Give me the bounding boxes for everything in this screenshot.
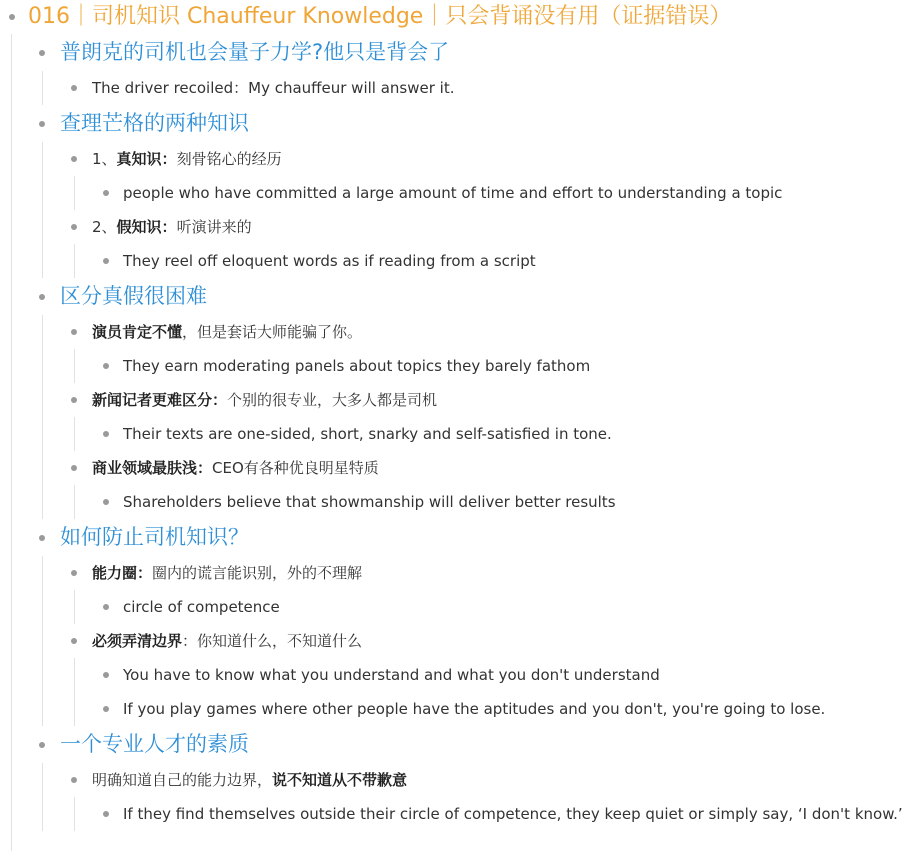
- sub-list-item-row[interactable]: [0, 417, 906, 451]
- item-bullet[interactable]: [71, 329, 77, 335]
- section-heading-row[interactable]: [0, 726, 906, 763]
- section-heading-row[interactable]: [0, 34, 906, 71]
- list-item-row[interactable]: [0, 624, 906, 658]
- section-children: [0, 71, 906, 105]
- sub-item-text: They reel off eloquent words as if reading from a script: [123, 252, 536, 270]
- sub-list-item: [0, 417, 906, 451]
- list-item: [0, 556, 906, 624]
- section-title: 查理芒格的两种知识: [60, 111, 249, 135]
- sub-list-item-row[interactable]: [0, 485, 906, 519]
- sub-list-item: [0, 349, 906, 383]
- section-children: [0, 142, 906, 278]
- item-text: The driver recoiled：My chauffeur will answer it.: [92, 79, 455, 97]
- sub-item-text: They earn moderating panels about topics they barely fathom: [123, 357, 591, 375]
- item-text: 圈内的谎言能识别，外的不理解: [152, 564, 363, 582]
- section-node: [0, 726, 906, 831]
- item-children: [0, 590, 906, 624]
- section-children: [0, 556, 906, 726]
- item-bold-text: 新闻记者更难区分：: [92, 391, 228, 409]
- item-bullet[interactable]: [71, 465, 77, 471]
- section-title: 如何防止司机知识？: [60, 525, 249, 549]
- list-item-row[interactable]: [0, 210, 906, 244]
- sub-item-text: Their texts are one-sided, short, snarky and self-satisfied in tone.: [123, 425, 612, 443]
- item-text: 明确知道自己的能力边界，: [92, 771, 273, 789]
- sub-list-item: [0, 658, 906, 692]
- item-children: [0, 485, 906, 519]
- sub-item-text: circle of competence: [123, 598, 280, 616]
- root-title: 016｜司机知识 Chauffeur Knowledge｜只会背诵没有用（证据错误）: [28, 4, 732, 29]
- section-node: [0, 278, 906, 519]
- sub-item-text: people who have committed a large amount of time and effort to understanding a topic: [123, 184, 783, 202]
- section-bullet[interactable]: [39, 50, 45, 56]
- item-bullet[interactable]: [71, 638, 77, 644]
- list-item: [0, 71, 906, 105]
- sub-item-text: If you play games where other people have the aptitudes and you don't, you're going to lose.: [123, 700, 826, 718]
- item-bullet[interactable]: [71, 570, 77, 576]
- list-item: [0, 383, 906, 451]
- item-children: [0, 176, 906, 210]
- item-text: CEO有各种优良明星特质: [212, 459, 379, 477]
- sub-item-bullet[interactable]: [103, 363, 109, 369]
- sub-item-bullet[interactable]: [103, 604, 109, 610]
- sub-list-item-row[interactable]: [0, 797, 906, 831]
- list-item-row[interactable]: [0, 315, 906, 349]
- item-children: [0, 417, 906, 451]
- item-prefix: 2、: [92, 218, 117, 236]
- item-text: 个别的很专业，大多人都是司机: [227, 391, 438, 409]
- item-text: ：你知道什么，不知道什么: [182, 632, 363, 650]
- item-bullet[interactable]: [71, 156, 77, 162]
- sub-item-bullet[interactable]: [103, 431, 109, 437]
- section-heading-row[interactable]: [0, 278, 906, 315]
- root-bullet[interactable]: [9, 14, 15, 20]
- list-item: [0, 315, 906, 383]
- section-node: [0, 34, 906, 105]
- sub-list-item: [0, 176, 906, 210]
- list-item-row[interactable]: [0, 383, 906, 417]
- sub-list-item: [0, 590, 906, 624]
- section-title: 一个专业人才的素质: [60, 732, 249, 756]
- sub-item-text: If they find themselves outside their circle of competence, they keep quiet or simply say, ‘I don't know.’: [123, 805, 903, 823]
- sub-list-item: [0, 797, 906, 831]
- section-title: 普朗克的司机也会量子力学?他只是背会了: [60, 40, 450, 64]
- root-row[interactable]: [0, 0, 906, 34]
- section-bullet[interactable]: [39, 294, 45, 300]
- sub-item-bullet[interactable]: [103, 258, 109, 264]
- section-node: [0, 519, 906, 726]
- section-node: [0, 105, 906, 278]
- list-item: [0, 210, 906, 278]
- item-bold-text: 假知识：: [116, 218, 177, 236]
- section-title: 区分真假很困难: [60, 284, 207, 308]
- section-heading-row[interactable]: [0, 105, 906, 142]
- section-children: [0, 315, 906, 519]
- item-bold-text: 能力圈：: [92, 564, 153, 582]
- list-item-row[interactable]: [0, 763, 906, 797]
- sub-list-item-row[interactable]: [0, 658, 906, 692]
- sub-item-bullet[interactable]: [103, 190, 109, 196]
- list-item: [0, 142, 906, 210]
- list-item: [0, 624, 906, 726]
- list-item-row[interactable]: [0, 71, 906, 105]
- list-item-row[interactable]: [0, 451, 906, 485]
- sub-item-text: You have to know what you understand and what you don't understand: [123, 666, 660, 684]
- sub-item-text: Shareholders believe that showmanship will deliver better results: [123, 493, 616, 511]
- item-text: ，但是套话大师能骗了你。: [182, 323, 363, 341]
- item-bold-text: 真知识：: [116, 150, 177, 168]
- list-item: [0, 763, 906, 831]
- item-bullet[interactable]: [71, 397, 77, 403]
- section-children: [0, 763, 906, 831]
- list-item: [0, 451, 906, 519]
- sections-container: [0, 34, 906, 831]
- item-bullet[interactable]: [71, 777, 77, 783]
- sub-list-item: [0, 244, 906, 278]
- sub-item-bullet[interactable]: [103, 499, 109, 505]
- sub-list-item-row[interactable]: [0, 244, 906, 278]
- list-item-row[interactable]: [0, 556, 906, 590]
- section-bullet[interactable]: [39, 742, 45, 748]
- item-bold-text: 演员肯定不懂: [92, 323, 183, 341]
- list-item-row[interactable]: [0, 142, 906, 176]
- sub-list-item-row[interactable]: [0, 349, 906, 383]
- section-heading-row[interactable]: [0, 519, 906, 556]
- item-bullet[interactable]: [71, 85, 77, 91]
- item-children: [0, 349, 906, 383]
- item-bold-text: 必须弄清边界: [92, 632, 183, 650]
- sub-item-bullet[interactable]: [103, 672, 109, 678]
- sub-list-item-row[interactable]: [0, 590, 906, 624]
- section-bullet[interactable]: [39, 121, 45, 127]
- item-children: [0, 658, 906, 726]
- item-children: [0, 797, 906, 831]
- item-bold-text: 说不知道从不带歉意: [272, 771, 408, 789]
- item-bullet[interactable]: [71, 224, 77, 230]
- sub-list-item: [0, 485, 906, 519]
- sub-list-item: [0, 692, 906, 726]
- item-prefix: 1、: [92, 150, 117, 168]
- item-text: 听演讲来的: [176, 218, 252, 236]
- sub-list-item-row[interactable]: [0, 692, 906, 726]
- sub-item-bullet[interactable]: [103, 706, 109, 712]
- section-bullet[interactable]: [39, 535, 45, 541]
- item-children: [0, 244, 906, 278]
- item-text: 刻骨铭心的经历: [176, 150, 282, 168]
- sub-list-item-row[interactable]: [0, 176, 906, 210]
- sub-item-bullet[interactable]: [103, 811, 109, 817]
- item-bold-text: 商业领域最肤浅：: [92, 459, 213, 477]
